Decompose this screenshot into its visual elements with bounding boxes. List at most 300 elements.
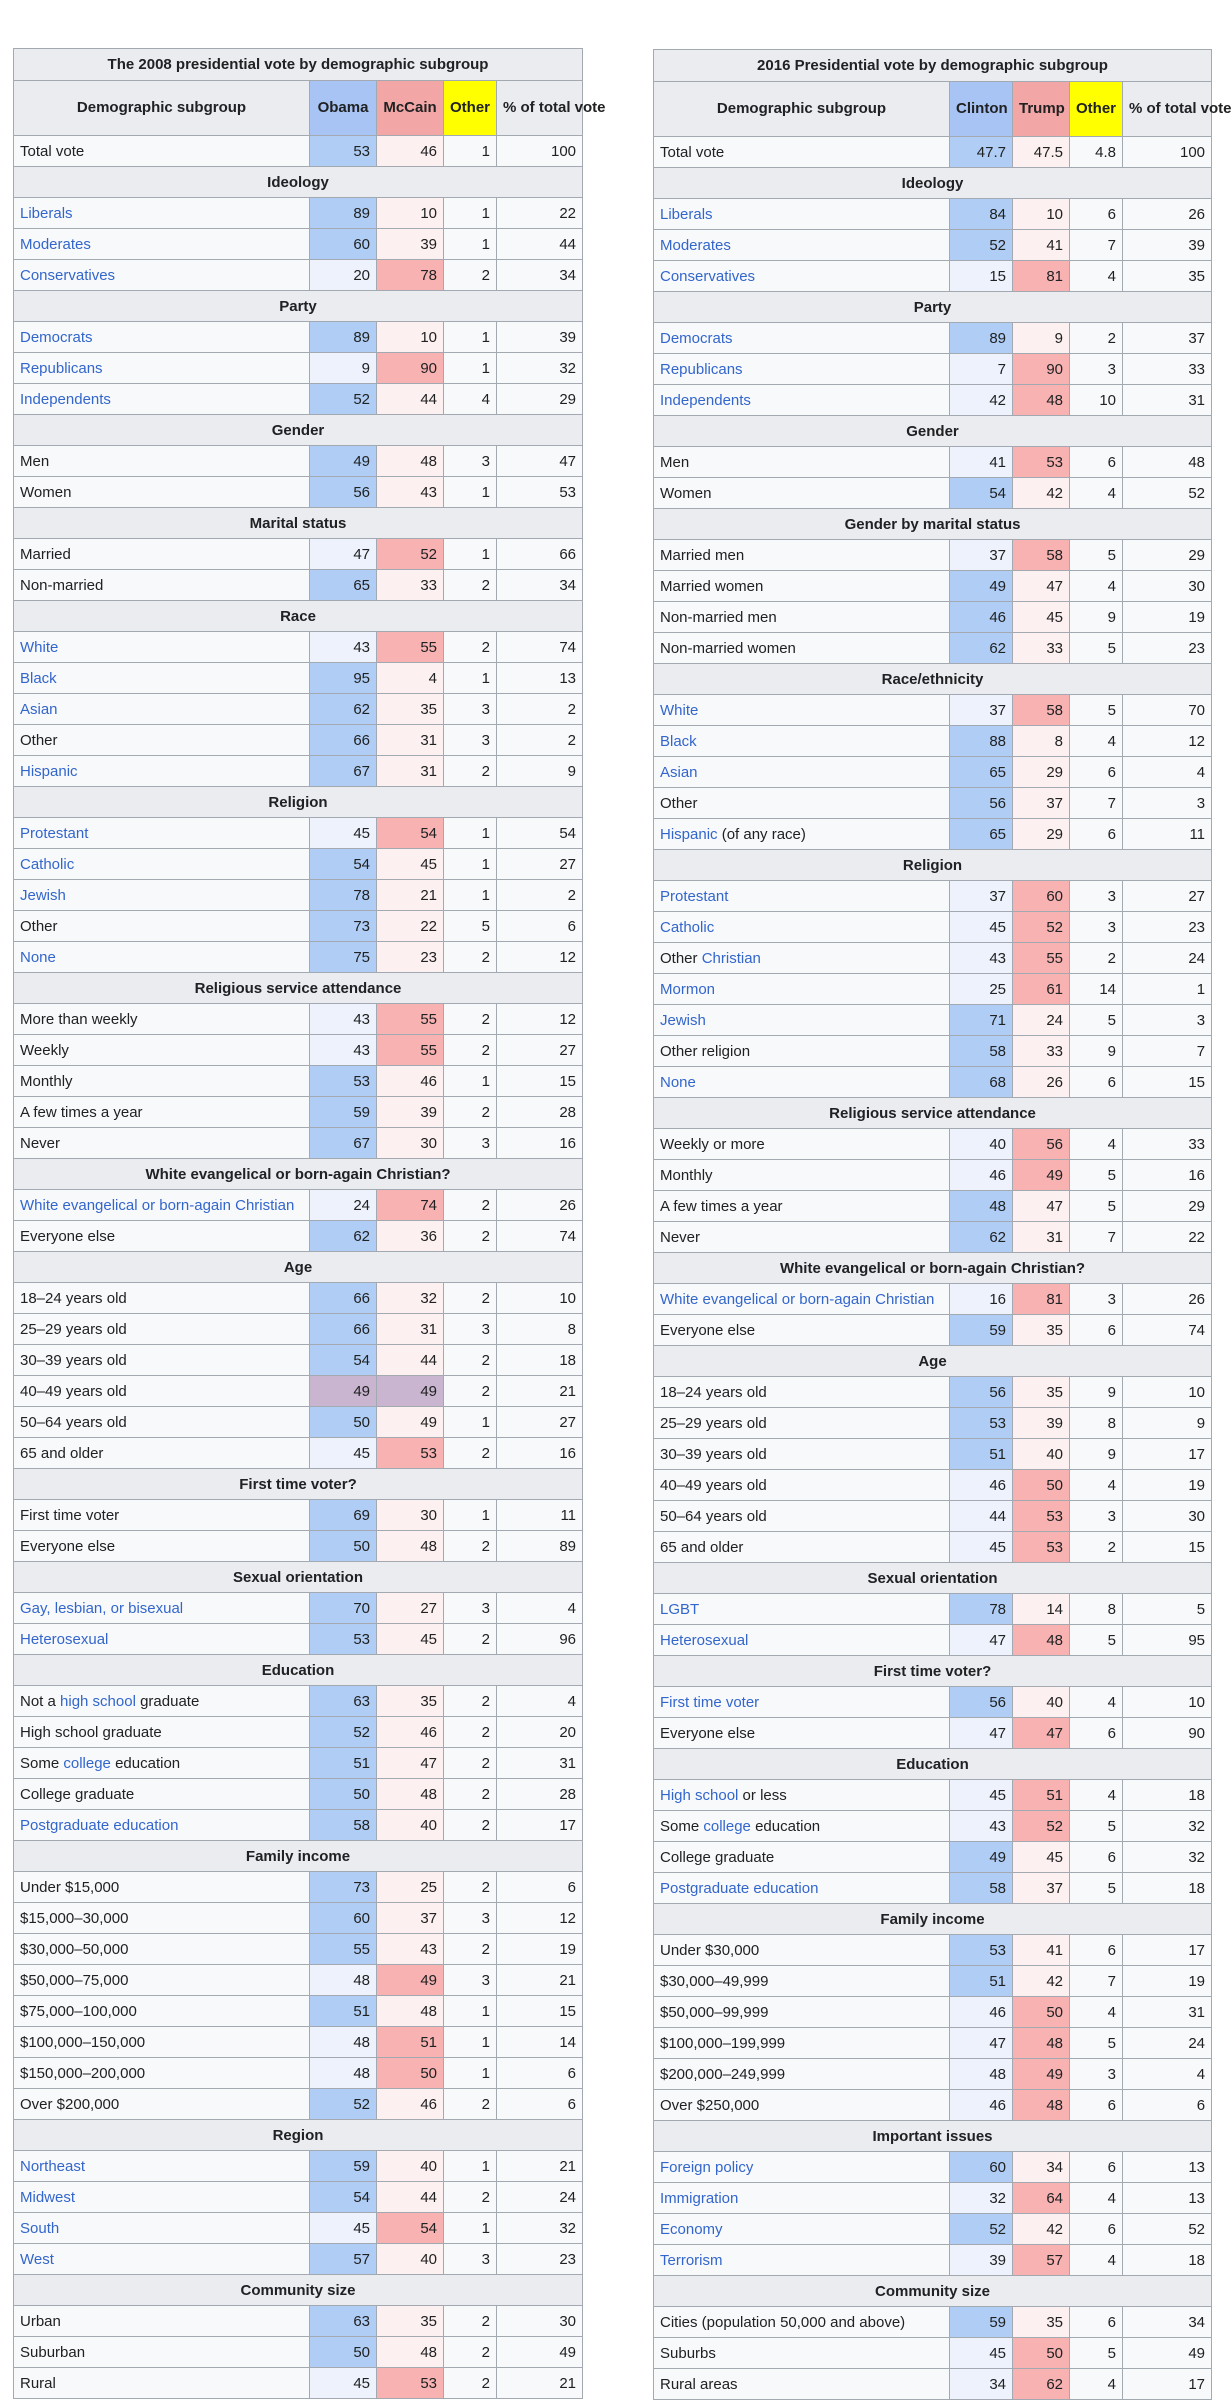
subgroup-link[interactable]: White bbox=[660, 701, 699, 719]
candidate-a-value: 42 bbox=[950, 385, 1013, 416]
subgroup-link[interactable]: Postgraduate education bbox=[660, 1879, 819, 1897]
subgroup-link[interactable]: White evangelical or born-again Christian bbox=[660, 1290, 935, 1308]
candidate-a-value: 34 bbox=[950, 2369, 1013, 2400]
table-row bbox=[14, 942, 583, 973]
candidate-b-value: 48 bbox=[1013, 385, 1070, 416]
share-of-vote-value: 12 bbox=[1123, 726, 1212, 757]
candidate-a-value: 45 bbox=[950, 1780, 1013, 1811]
table-row bbox=[654, 1036, 1212, 1067]
other-value: 2 bbox=[444, 2182, 497, 2213]
candidate-a-value: 53 bbox=[950, 1935, 1013, 1966]
candidate-a-value: 50 bbox=[310, 1779, 377, 1810]
subgroup-text: A few times a year bbox=[660, 1197, 783, 1215]
candidate-b-value: 90 bbox=[377, 353, 444, 384]
subgroup-text: Some bbox=[660, 1817, 704, 1835]
subgroup-label bbox=[14, 136, 310, 167]
other-value: 14 bbox=[1070, 974, 1123, 1005]
share-of-vote-value: 21 bbox=[497, 1965, 583, 1996]
subgroup-link[interactable]: Protestant bbox=[660, 887, 729, 905]
subgroup-label bbox=[654, 1532, 950, 1563]
other-value: 3 bbox=[1070, 1284, 1123, 1315]
subgroup-label bbox=[654, 695, 950, 726]
candidate-a-value: 69 bbox=[310, 1500, 377, 1531]
section-header-religion: Religion bbox=[14, 787, 583, 818]
subgroup-link[interactable]: South bbox=[20, 2219, 60, 2237]
subgroup-text: College graduate bbox=[20, 1785, 135, 1803]
subgroup-link[interactable]: Independents bbox=[660, 391, 751, 409]
candidate-b-value: 30 bbox=[377, 1500, 444, 1531]
share-of-vote-value: 12 bbox=[497, 1903, 583, 1934]
candidate-b-value: 33 bbox=[1013, 633, 1070, 664]
table-row bbox=[14, 1221, 583, 1252]
share-of-vote-value: 70 bbox=[1123, 695, 1212, 726]
subgroup-text: $75,000–100,000 bbox=[20, 2002, 137, 2020]
share-of-vote-value: 18 bbox=[497, 1345, 583, 1376]
table-row bbox=[654, 2307, 1212, 2338]
candidate-b-value: 46 bbox=[377, 1066, 444, 1097]
subgroup-text: Cities (population 50,000 and above) bbox=[660, 2313, 906, 2331]
section-header-row bbox=[654, 292, 1212, 323]
candidate-b-value: 48 bbox=[377, 1996, 444, 2027]
subgroup-link[interactable]: Conservatives bbox=[660, 267, 756, 285]
candidate-b-value: 40 bbox=[1013, 1687, 1070, 1718]
subgroup-link[interactable]: First time voter bbox=[660, 1693, 760, 1711]
subgroup-label bbox=[14, 570, 310, 601]
table-row bbox=[14, 570, 583, 601]
candidate-a-value: 48 bbox=[950, 2059, 1013, 2090]
subgroup-label bbox=[14, 1376, 310, 1407]
subgroup-label bbox=[14, 322, 310, 353]
subgroup-link[interactable]: college bbox=[63, 1754, 111, 1772]
subgroup-link[interactable]: Economy bbox=[660, 2220, 723, 2238]
subgroup-label bbox=[14, 2306, 310, 2337]
other-value: 2 bbox=[444, 1717, 497, 1748]
candidate-a-value: 54 bbox=[310, 1345, 377, 1376]
other-value: 8 bbox=[1070, 1594, 1123, 1625]
subgroup-label bbox=[654, 1067, 950, 1098]
column-header-other: Other bbox=[1070, 82, 1123, 137]
candidate-a-value: 20 bbox=[310, 260, 377, 291]
share-of-vote-value: 3 bbox=[1123, 788, 1212, 819]
table-row bbox=[654, 633, 1212, 664]
share-of-vote-value: 15 bbox=[497, 1996, 583, 2027]
candidate-b-value: 48 bbox=[1013, 2090, 1070, 2121]
other-value: 2 bbox=[444, 1035, 497, 1066]
other-value: 3 bbox=[1070, 1501, 1123, 1532]
share-of-vote-value: 19 bbox=[497, 1934, 583, 1965]
candidate-b-value: 49 bbox=[1013, 1160, 1070, 1191]
subgroup-text: 25–29 years old bbox=[20, 1320, 127, 1338]
section-header-row bbox=[14, 167, 583, 198]
share-of-vote-value: 17 bbox=[497, 1810, 583, 1841]
candidate-a-value: 44 bbox=[950, 1501, 1013, 1532]
other-value: 5 bbox=[1070, 2028, 1123, 2059]
candidate-b-value: 58 bbox=[1013, 695, 1070, 726]
candidate-b-value: 27 bbox=[377, 1593, 444, 1624]
table-row bbox=[14, 446, 583, 477]
column-header-other: Other bbox=[444, 81, 497, 136]
section-header-row bbox=[654, 509, 1212, 540]
table-row bbox=[654, 912, 1212, 943]
candidate-b-value: 37 bbox=[377, 1903, 444, 1934]
candidate-a-value: 63 bbox=[310, 1686, 377, 1717]
share-of-vote-value: 4 bbox=[1123, 757, 1212, 788]
table-row bbox=[14, 2027, 583, 2058]
subgroup-link[interactable]: Asian bbox=[20, 700, 58, 718]
subgroup-link[interactable]: Christian bbox=[701, 949, 761, 967]
other-value: 1 bbox=[444, 1066, 497, 1097]
candidate-b-value: 53 bbox=[1013, 1532, 1070, 1563]
candidate-a-value: 62 bbox=[950, 1222, 1013, 1253]
other-value: 7 bbox=[1070, 1966, 1123, 1997]
table-row bbox=[14, 1748, 583, 1779]
share-of-vote-value: 6 bbox=[497, 1872, 583, 1903]
table-row bbox=[654, 1160, 1212, 1191]
other-value: 2 bbox=[444, 942, 497, 973]
table-row bbox=[14, 1035, 583, 1066]
share-of-vote-value: 33 bbox=[1123, 1129, 1212, 1160]
other-value: 7 bbox=[1070, 788, 1123, 819]
share-of-vote-value: 29 bbox=[497, 384, 583, 415]
subgroup-label bbox=[14, 1438, 310, 1469]
subgroup-link[interactable]: None bbox=[660, 1073, 696, 1091]
other-value: 6 bbox=[1070, 2307, 1123, 2338]
candidate-a-value: 59 bbox=[310, 2151, 377, 2182]
candidate-b-value: 53 bbox=[1013, 447, 1070, 478]
subgroup-link[interactable]: Heterosexual bbox=[20, 1630, 109, 1648]
subgroup-label bbox=[14, 1035, 310, 1066]
share-of-vote-value: 11 bbox=[1123, 819, 1212, 850]
candidate-b-value: 43 bbox=[377, 1934, 444, 1965]
candidate-b-value: 10 bbox=[377, 198, 444, 229]
subgroup-link[interactable]: Conservatives bbox=[20, 266, 116, 284]
candidate-b-value: 31 bbox=[377, 725, 444, 756]
other-value: 4 bbox=[1070, 1997, 1123, 2028]
subgroup-link[interactable]: Asian bbox=[660, 763, 698, 781]
share-of-vote-value: 32 bbox=[497, 353, 583, 384]
candidate-b-value: 45 bbox=[377, 1624, 444, 1655]
subgroup-label bbox=[14, 1314, 310, 1345]
subgroup-label bbox=[14, 1934, 310, 1965]
table-row bbox=[654, 1408, 1212, 1439]
subgroup-link[interactable]: Liberals bbox=[20, 204, 73, 222]
table-row bbox=[14, 2058, 583, 2089]
other-value: 2 bbox=[444, 1190, 497, 1221]
other-value: 6 bbox=[1070, 2152, 1123, 2183]
share-of-vote-value: 2 bbox=[497, 880, 583, 911]
section-header-party: Party bbox=[14, 291, 583, 322]
subgroup-text: Everyone else bbox=[20, 1227, 116, 1245]
subgroup-text: $100,000–199,999 bbox=[660, 2034, 786, 2052]
section-header-row bbox=[14, 973, 583, 1004]
candidate-b-value: 52 bbox=[1013, 1811, 1070, 1842]
subgroup-text: 40–49 years old bbox=[20, 1382, 127, 1400]
share-of-vote-value: 90 bbox=[1123, 1718, 1212, 1749]
column-header-demographic-subgroup: Demographic subgroup bbox=[14, 81, 310, 136]
subgroup-link[interactable]: Mormon bbox=[660, 980, 716, 998]
subgroup-label bbox=[14, 911, 310, 942]
subgroup-link[interactable]: Heterosexual bbox=[660, 1631, 749, 1649]
candidate-b-value: 61 bbox=[1013, 974, 1070, 1005]
candidate-b-value: 41 bbox=[1013, 1935, 1070, 1966]
other-value: 3 bbox=[444, 1903, 497, 1934]
subgroup-link[interactable]: High school bbox=[660, 1786, 739, 1804]
candidate-a-value: 46 bbox=[950, 1470, 1013, 1501]
subgroup-text: Non-married women bbox=[660, 639, 796, 657]
subgroup-text: $150,000–200,000 bbox=[20, 2064, 146, 2082]
share-of-vote-value: 49 bbox=[1123, 2338, 1212, 2369]
candidate-b-value: 78 bbox=[377, 260, 444, 291]
table-row bbox=[654, 2059, 1212, 2090]
table-row bbox=[654, 1470, 1212, 1501]
share-of-vote-value: 19 bbox=[1123, 1966, 1212, 1997]
section-header-gender-by-marital-status: Gender by marital status bbox=[654, 509, 1212, 540]
subgroup-text: A few times a year bbox=[20, 1103, 143, 1121]
candidate-b-value: 39 bbox=[377, 229, 444, 260]
subgroup-link[interactable]: Democrats bbox=[660, 329, 733, 347]
share-of-vote-value: 26 bbox=[1123, 199, 1212, 230]
subgroup-link[interactable]: Jewish bbox=[660, 1011, 706, 1029]
other-value: 4 bbox=[1070, 1687, 1123, 1718]
subgroup-label bbox=[654, 199, 950, 230]
subgroup-link[interactable]: Midwest bbox=[20, 2188, 76, 2206]
subgroup-text: Everyone else bbox=[660, 1321, 756, 1339]
share-of-vote-value: 100 bbox=[497, 136, 583, 167]
subgroup-text: Suburbs bbox=[660, 2344, 716, 2362]
candidate-a-value: 59 bbox=[950, 2307, 1013, 2338]
candidate-a-value: 56 bbox=[950, 1687, 1013, 1718]
candidate-b-value: 81 bbox=[1013, 1284, 1070, 1315]
subgroup-link[interactable]: Protestant bbox=[20, 824, 89, 842]
subgroup-link[interactable]: Catholic bbox=[660, 918, 715, 936]
candidate-b-value: 90 bbox=[1013, 354, 1070, 385]
exit-poll-table-2008 bbox=[13, 48, 606, 2399]
section-header-row bbox=[654, 664, 1212, 695]
share-of-vote-value: 31 bbox=[1123, 385, 1212, 416]
subgroup-label bbox=[654, 354, 950, 385]
subgroup-label bbox=[14, 2213, 310, 2244]
share-of-vote-value: 22 bbox=[497, 198, 583, 229]
share-of-vote-value: 6 bbox=[1123, 2090, 1212, 2121]
subgroup-label bbox=[654, 1315, 950, 1346]
subgroup-text: Some bbox=[20, 1754, 64, 1772]
subgroup-link[interactable]: Republicans bbox=[20, 359, 103, 377]
subgroup-link[interactable]: Democrats bbox=[20, 328, 93, 346]
subgroup-label bbox=[654, 1160, 950, 1191]
section-header-row bbox=[654, 1904, 1212, 1935]
other-value: 1 bbox=[444, 229, 497, 260]
subgroup-label bbox=[14, 1066, 310, 1097]
subgroup-label bbox=[654, 571, 950, 602]
table-row bbox=[654, 447, 1212, 478]
section-header-row bbox=[654, 1563, 1212, 1594]
section-header-first-time-voter: First time voter? bbox=[14, 1469, 583, 1500]
other-value: 2 bbox=[444, 570, 497, 601]
candidate-b-value: 49 bbox=[1013, 2059, 1070, 2090]
share-of-vote-value: 53 bbox=[497, 477, 583, 508]
table-row bbox=[14, 1934, 583, 1965]
subgroup-link[interactable]: Republicans bbox=[660, 360, 743, 378]
share-of-vote-value: 52 bbox=[1123, 2214, 1212, 2245]
subgroup-link[interactable]: Moderates bbox=[20, 235, 91, 253]
other-value: 2 bbox=[444, 1810, 497, 1841]
subgroup-link[interactable]: Jewish bbox=[20, 886, 66, 904]
table-row bbox=[14, 1717, 583, 1748]
table-row bbox=[14, 1593, 583, 1624]
table-row bbox=[654, 1377, 1212, 1408]
share-of-vote-value: 19 bbox=[1123, 602, 1212, 633]
subgroup-link[interactable]: Moderates bbox=[660, 236, 731, 254]
share-of-vote-value: 21 bbox=[497, 2368, 583, 2399]
other-value: 1 bbox=[444, 477, 497, 508]
candidate-b-value: 10 bbox=[377, 322, 444, 353]
subgroup-link[interactable]: high school bbox=[60, 1692, 136, 1710]
subgroup-text: graduate bbox=[135, 1692, 200, 1710]
share-of-vote-value: 14 bbox=[497, 2027, 583, 2058]
other-value: 2 bbox=[444, 1283, 497, 1314]
table-row bbox=[654, 1935, 1212, 1966]
table-row bbox=[654, 1067, 1212, 1098]
subgroup-text: Other bbox=[660, 949, 702, 967]
column-header-row bbox=[14, 81, 583, 136]
subgroup-label bbox=[14, 632, 310, 663]
other-value: 5 bbox=[444, 911, 497, 942]
table-row bbox=[654, 385, 1212, 416]
section-header-row bbox=[654, 850, 1212, 881]
subgroup-text: Monthly bbox=[660, 1166, 713, 1184]
subgroup-link[interactable]: Immigration bbox=[660, 2189, 739, 2207]
subgroup-link[interactable]: Gay, lesbian, or bisexual bbox=[20, 1599, 184, 1617]
share-of-vote-value: 37 bbox=[1123, 323, 1212, 354]
candidate-b-value: 40 bbox=[377, 2244, 444, 2275]
table-row bbox=[14, 1066, 583, 1097]
section-header-row bbox=[654, 1656, 1212, 1687]
share-of-vote-value: 18 bbox=[1123, 1873, 1212, 1904]
column-header-demographic-subgroup: Demographic subgroup bbox=[654, 82, 950, 137]
subgroup-label bbox=[654, 1284, 950, 1315]
subgroup-link[interactable]: White evangelical or born-again Christian bbox=[20, 1196, 295, 1214]
subgroup-label bbox=[14, 849, 310, 880]
table-row bbox=[654, 540, 1212, 571]
subgroup-label bbox=[14, 1903, 310, 1934]
candidate-b-value: 51 bbox=[377, 2027, 444, 2058]
subgroup-text: Women bbox=[660, 484, 712, 502]
other-value: 2 bbox=[444, 1221, 497, 1252]
subgroup-link[interactable]: LGBT bbox=[660, 1600, 700, 1618]
subgroup-link[interactable]: Black bbox=[660, 732, 697, 750]
subgroup-link[interactable]: Terrorism bbox=[660, 2251, 723, 2269]
other-value: 2 bbox=[444, 2089, 497, 2120]
candidate-b-value: 57 bbox=[1013, 2245, 1070, 2276]
other-value: 5 bbox=[1070, 2338, 1123, 2369]
subgroup-label bbox=[14, 1686, 310, 1717]
candidate-b-value: 74 bbox=[377, 1190, 444, 1221]
share-of-vote-value: 18 bbox=[1123, 1780, 1212, 1811]
subgroup-label bbox=[654, 1439, 950, 1470]
section-header-region: Region bbox=[14, 2120, 583, 2151]
share-of-vote-value: 13 bbox=[1123, 2183, 1212, 2214]
candidate-a-value: 52 bbox=[310, 384, 377, 415]
table-title-row bbox=[654, 50, 1212, 82]
subgroup-link[interactable]: White bbox=[20, 638, 59, 656]
other-value: 1 bbox=[444, 2213, 497, 2244]
candidate-b-value: 41 bbox=[1013, 230, 1070, 261]
other-value: 1 bbox=[444, 322, 497, 353]
subgroup-label bbox=[14, 1872, 310, 1903]
column-header-obama: Obama bbox=[310, 81, 377, 136]
subgroup-label bbox=[654, 540, 950, 571]
column-header-row bbox=[654, 82, 1212, 137]
section-header-education: Education bbox=[14, 1655, 583, 1686]
candidate-a-value: 48 bbox=[310, 1965, 377, 1996]
candidate-b-value: 34 bbox=[1013, 2152, 1070, 2183]
candidate-b-value: 35 bbox=[377, 1686, 444, 1717]
subgroup-link[interactable]: Hispanic bbox=[20, 762, 78, 780]
other-value: 2 bbox=[1070, 323, 1123, 354]
section-header-community-size: Community size bbox=[14, 2275, 583, 2306]
share-of-vote-value: 8 bbox=[497, 1314, 583, 1345]
candidate-a-value: 49 bbox=[310, 446, 377, 477]
subgroup-label bbox=[14, 1407, 310, 1438]
share-of-vote-value: 44 bbox=[497, 229, 583, 260]
subgroup-link[interactable]: Independents bbox=[20, 390, 111, 408]
candidate-a-value: 54 bbox=[310, 849, 377, 880]
subgroup-link[interactable]: West bbox=[20, 2250, 54, 2268]
subgroup-link[interactable]: Catholic bbox=[20, 855, 75, 873]
share-of-vote-value: 29 bbox=[1123, 540, 1212, 571]
share-of-vote-value: 47 bbox=[497, 446, 583, 477]
subgroup-link[interactable]: Black bbox=[20, 669, 57, 687]
candidate-a-value: 45 bbox=[310, 2213, 377, 2244]
table-row bbox=[14, 880, 583, 911]
section-header-ideology: Ideology bbox=[14, 167, 583, 198]
share-of-vote-value: 12 bbox=[497, 1004, 583, 1035]
subgroup-link[interactable]: None bbox=[20, 948, 56, 966]
subgroup-link[interactable]: college bbox=[703, 1817, 751, 1835]
section-header-family-income: Family income bbox=[654, 1904, 1212, 1935]
subgroup-link[interactable]: Foreign policy bbox=[660, 2158, 754, 2176]
subgroup-text: $200,000–249,999 bbox=[660, 2065, 786, 2083]
share-of-vote-value: 29 bbox=[1123, 1191, 1212, 1222]
other-value: 2 bbox=[444, 1934, 497, 1965]
subgroup-label bbox=[654, 1470, 950, 1501]
other-value: 2 bbox=[444, 1004, 497, 1035]
subgroup-label bbox=[654, 1408, 950, 1439]
column-header-of-total-vote: % of total vote bbox=[497, 81, 583, 136]
candidate-a-value: 75 bbox=[310, 942, 377, 973]
candidate-a-value: 54 bbox=[950, 478, 1013, 509]
table-row bbox=[654, 478, 1212, 509]
other-value: 1 bbox=[444, 198, 497, 229]
candidate-b-value: 43 bbox=[377, 477, 444, 508]
subgroup-link[interactable]: Northeast bbox=[20, 2157, 86, 2175]
candidate-b-value: 35 bbox=[1013, 1315, 1070, 1346]
share-of-vote-value: 15 bbox=[1123, 1067, 1212, 1098]
candidate-a-value: 37 bbox=[950, 881, 1013, 912]
subgroup-link[interactable]: Liberals bbox=[660, 205, 713, 223]
candidate-a-value: 45 bbox=[950, 1532, 1013, 1563]
subgroup-text: First time voter bbox=[20, 1506, 120, 1524]
subgroup-label bbox=[14, 1810, 310, 1841]
subgroup-link[interactable]: Hispanic bbox=[660, 825, 718, 843]
subgroup-link[interactable]: Postgraduate education bbox=[20, 1816, 179, 1834]
other-value: 5 bbox=[1070, 1625, 1123, 1656]
candidate-a-value: 56 bbox=[950, 788, 1013, 819]
table-row bbox=[654, 2183, 1212, 2214]
share-of-vote-value: 96 bbox=[497, 1624, 583, 1655]
table-row bbox=[654, 1780, 1212, 1811]
candidate-a-value: 56 bbox=[950, 1377, 1013, 1408]
